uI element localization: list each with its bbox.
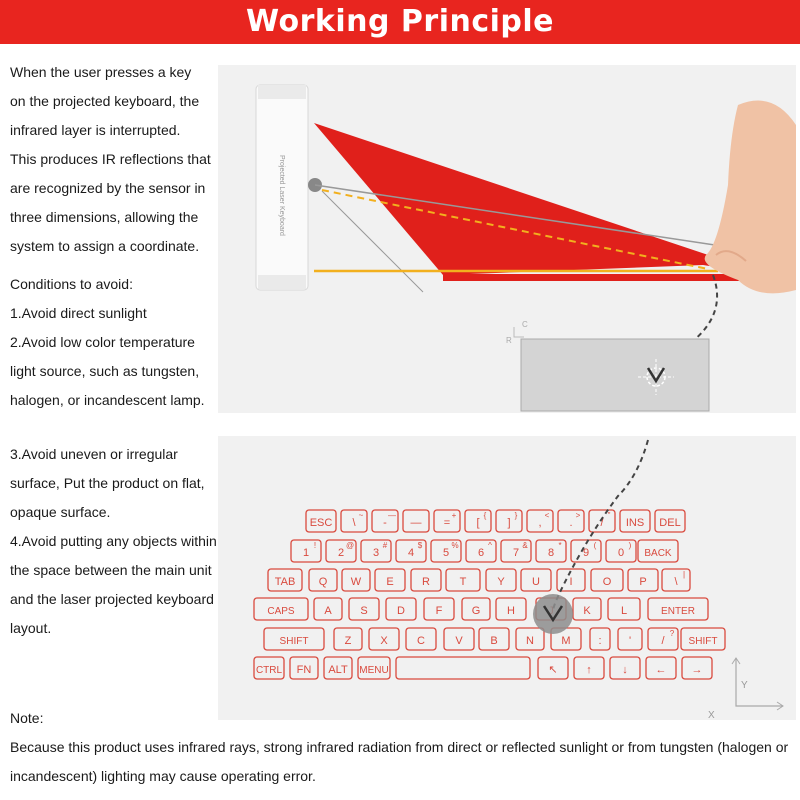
key-alt-label: & (522, 541, 528, 550)
axis-x-label: X (708, 710, 715, 720)
key-8[interactable] (536, 540, 566, 562)
intro-line: on the projected keyboard, the (10, 93, 200, 109)
note-section (10, 704, 795, 791)
key-CAPS[interactable] (254, 598, 308, 620)
key-label: ESC (309, 517, 333, 529)
key-6[interactable] (466, 540, 496, 562)
key-label: MENU (359, 665, 389, 676)
key-G[interactable] (462, 598, 490, 620)
intro-line: system to assign a coordinate. (10, 238, 200, 254)
key-V[interactable] (444, 628, 474, 650)
key-label: L (620, 605, 628, 617)
key-Y[interactable] (486, 569, 516, 591)
key-label: C (417, 635, 425, 647)
key-SHIFT[interactable] (681, 628, 725, 650)
key-alt-label: ? (669, 629, 675, 638)
key-[interactable] (646, 657, 676, 679)
key-TAB[interactable] (268, 569, 302, 591)
key-B[interactable] (479, 628, 509, 650)
key-label: 0 (617, 547, 625, 559)
axis-r-label: R (506, 336, 512, 345)
key-alt-label: % (451, 541, 459, 550)
key-label: [ (476, 517, 480, 529)
key-T[interactable] (446, 569, 480, 591)
condition-line: and the laser projected keyboard (10, 591, 214, 607)
key-label: / (600, 517, 604, 529)
key-alt-label: { (483, 511, 487, 520)
key-O[interactable] (591, 569, 623, 591)
key-[interactable] (589, 510, 615, 532)
key-label: 8 (547, 547, 555, 559)
key-0[interactable] (606, 540, 636, 562)
key-[interactable] (496, 510, 522, 532)
condition-line: 3.Avoid uneven or irregular (10, 446, 178, 462)
key-S[interactable] (349, 598, 379, 620)
key-alt-label: ) (628, 541, 632, 550)
intro-text (10, 58, 211, 261)
key-[interactable] (434, 510, 460, 532)
key-label: 7 (512, 547, 520, 559)
key-label: X (380, 635, 388, 647)
key-DEL[interactable] (655, 510, 685, 532)
key-[interactable] (610, 657, 640, 679)
key-label: CTRL (255, 665, 283, 676)
key-H[interactable] (496, 598, 526, 620)
condition-line: surface, Put the product on flat, (10, 475, 205, 491)
key-R[interactable] (411, 569, 441, 591)
key-label: 4 (407, 547, 415, 559)
key-INS[interactable] (620, 510, 650, 532)
key-label: DEL (659, 517, 681, 529)
page-title: Working Principle (245, 4, 555, 39)
key-space[interactable] (396, 657, 530, 679)
coordinate-plane (521, 339, 709, 411)
key-[interactable] (372, 510, 398, 532)
key-CTRL[interactable] (254, 657, 284, 679)
key-label: B (490, 635, 498, 647)
condition-line: layout. (10, 620, 52, 636)
key-label: TAB (274, 576, 296, 588)
key-label: — (410, 517, 422, 529)
key-label: INS (625, 517, 645, 529)
title-banner (0, 0, 800, 44)
projected-keyboard (218, 436, 796, 720)
key-label: : (598, 635, 602, 647)
key-label: ↓ (622, 664, 628, 676)
key-label: H (507, 605, 515, 617)
key-Z[interactable] (334, 628, 362, 650)
key-alt-label: @ (345, 541, 355, 550)
key-alt-label: * (558, 541, 562, 550)
key-MENU[interactable] (358, 657, 390, 679)
key-label: S (360, 605, 368, 617)
key-[interactable] (527, 510, 553, 532)
conditions-text-2 (10, 440, 217, 643)
key-label: , (538, 517, 542, 529)
key-[interactable] (590, 628, 610, 650)
key-ENTER[interactable] (648, 598, 708, 620)
key-label: \ (674, 576, 678, 588)
key-7[interactable] (501, 540, 531, 562)
laser-plane (314, 123, 768, 275)
key-label: ENTER (661, 606, 695, 617)
key-A[interactable] (314, 598, 342, 620)
keyboard-panel (218, 436, 796, 720)
key-label: R (422, 576, 430, 588)
key-alt-label: ~ (358, 511, 364, 520)
key-L[interactable] (608, 598, 640, 620)
key-label: 3 (372, 547, 380, 559)
key-P[interactable] (628, 569, 658, 591)
condition-line: 1.Avoid direct sunlight (10, 305, 147, 321)
key-alt-label: — (388, 511, 396, 520)
key-label: W (350, 576, 362, 588)
condition-line: light source, such as tungsten, (10, 363, 200, 379)
key-alt-label: $ (417, 541, 423, 550)
condition-line: the space between the main unit (10, 562, 212, 578)
key-alt-label: + (451, 511, 457, 520)
intro-line: are recognized by the sensor in (10, 180, 206, 196)
intro-line: three dimensions, allowing the (10, 209, 199, 225)
key-ALT[interactable] (324, 657, 352, 679)
key-label: G (471, 605, 481, 617)
key-BACK[interactable] (638, 540, 678, 562)
ir-sensing-diagram (218, 65, 796, 413)
key-label: 5 (442, 547, 450, 559)
key-label: ALT (328, 664, 348, 676)
intro-line: infrared layer is interrupted. (10, 122, 181, 138)
key-W[interactable] (342, 569, 370, 591)
key-label: BACK (644, 548, 672, 559)
touch-point (533, 594, 573, 634)
key-label: U (532, 576, 540, 588)
key-label: / (661, 635, 665, 647)
condition-line: 4.Avoid putting any objects within (10, 533, 217, 549)
condition-line: halogen, or incandescent lamp. (10, 392, 205, 408)
intro-line: When the user presses a key (10, 64, 192, 80)
key-label: SHIFT (688, 636, 718, 647)
condition-line: opaque surface. (10, 504, 111, 520)
key-E[interactable] (375, 569, 405, 591)
key-label: D (397, 605, 405, 617)
key-alt-label: # (382, 541, 388, 550)
key-label: . (569, 517, 573, 529)
key-label: SHIFT (279, 636, 309, 647)
key-[interactable] (465, 510, 491, 532)
conditions-text (10, 270, 205, 415)
key-alt-label: > (575, 511, 581, 520)
key-label: F (435, 605, 443, 617)
key-label: FN (296, 664, 312, 676)
key-label: P (639, 576, 647, 588)
key-label: → (691, 664, 703, 676)
key-label: Y (497, 576, 505, 588)
key-U[interactable] (521, 569, 551, 591)
key-Q[interactable] (309, 569, 337, 591)
key-label: ↑ (586, 664, 592, 676)
key-label: 2 (337, 547, 345, 559)
key-label: 6 (477, 547, 485, 559)
key-alt-label: } (514, 511, 518, 520)
key-[interactable] (558, 510, 584, 532)
key-[interactable] (403, 510, 429, 532)
key-label: V (455, 635, 463, 647)
key-X[interactable] (369, 628, 399, 650)
key-label: CAPS (267, 606, 295, 617)
key-label: = (443, 517, 451, 529)
note-label: Note: (10, 710, 44, 726)
key-N[interactable] (516, 628, 544, 650)
key-[interactable] (648, 628, 678, 650)
key-[interactable] (341, 510, 367, 532)
key-1[interactable] (291, 540, 321, 562)
key-label: I (569, 576, 573, 588)
key-label: ↖ (548, 664, 558, 676)
key-2[interactable] (326, 540, 356, 562)
key-3[interactable] (361, 540, 391, 562)
intro-line: This produces IR reflections that (10, 151, 211, 167)
key-alt-label: ( (593, 541, 597, 550)
key-label: O (602, 576, 612, 588)
key-alt-label: ! (313, 541, 317, 550)
key-[interactable] (682, 657, 712, 679)
key-label: N (526, 635, 534, 647)
key-ESC[interactable] (306, 510, 336, 532)
note-text: Because this product uses infrared rays, strong infrared radiation from direct or reflected sunlight or from tungsten (halogen or incandescent) lighting may cause operating error. (10, 739, 789, 784)
key-label: Q (318, 576, 328, 588)
key-[interactable] (538, 657, 568, 679)
condition-line: 2.Avoid low color temperature (10, 334, 195, 350)
key-label: Z (344, 635, 352, 647)
key-label: ] (507, 517, 511, 529)
key-SHIFT[interactable] (264, 628, 324, 650)
key-[interactable] (618, 628, 642, 650)
axis-c-label: C (522, 320, 528, 329)
key-alt-label: < (544, 511, 550, 520)
key-F[interactable] (424, 598, 454, 620)
key-D[interactable] (386, 598, 416, 620)
key-alt-label: " (607, 511, 611, 520)
key-label: \ (352, 517, 356, 529)
key-label: - (383, 517, 387, 529)
key-label: E (386, 576, 394, 588)
key-alt-label: ^ (488, 541, 492, 550)
key-label: M (561, 635, 571, 647)
key-label: 9 (582, 547, 590, 559)
key-label: A (324, 605, 332, 617)
key-5[interactable] (431, 540, 461, 562)
key-K[interactable] (573, 598, 601, 620)
conditions-heading: Conditions to avoid: (10, 276, 133, 292)
key-label: ← (655, 664, 667, 676)
key-4[interactable] (396, 540, 426, 562)
key-C[interactable] (406, 628, 436, 650)
finger-image (705, 101, 796, 294)
key-[interactable] (574, 657, 604, 679)
key-[interactable] (662, 569, 690, 591)
key-FN[interactable] (290, 657, 318, 679)
key-label: 1 (302, 547, 310, 559)
top-illustration-panel (218, 65, 796, 413)
key-label: K (583, 605, 591, 617)
key-label: T (459, 576, 467, 588)
key-label: ' (628, 635, 632, 647)
axis-y-label: Y (741, 680, 748, 691)
key-alt-label: | (682, 570, 686, 579)
device-label: Projected Laser Keyboard (278, 155, 285, 236)
